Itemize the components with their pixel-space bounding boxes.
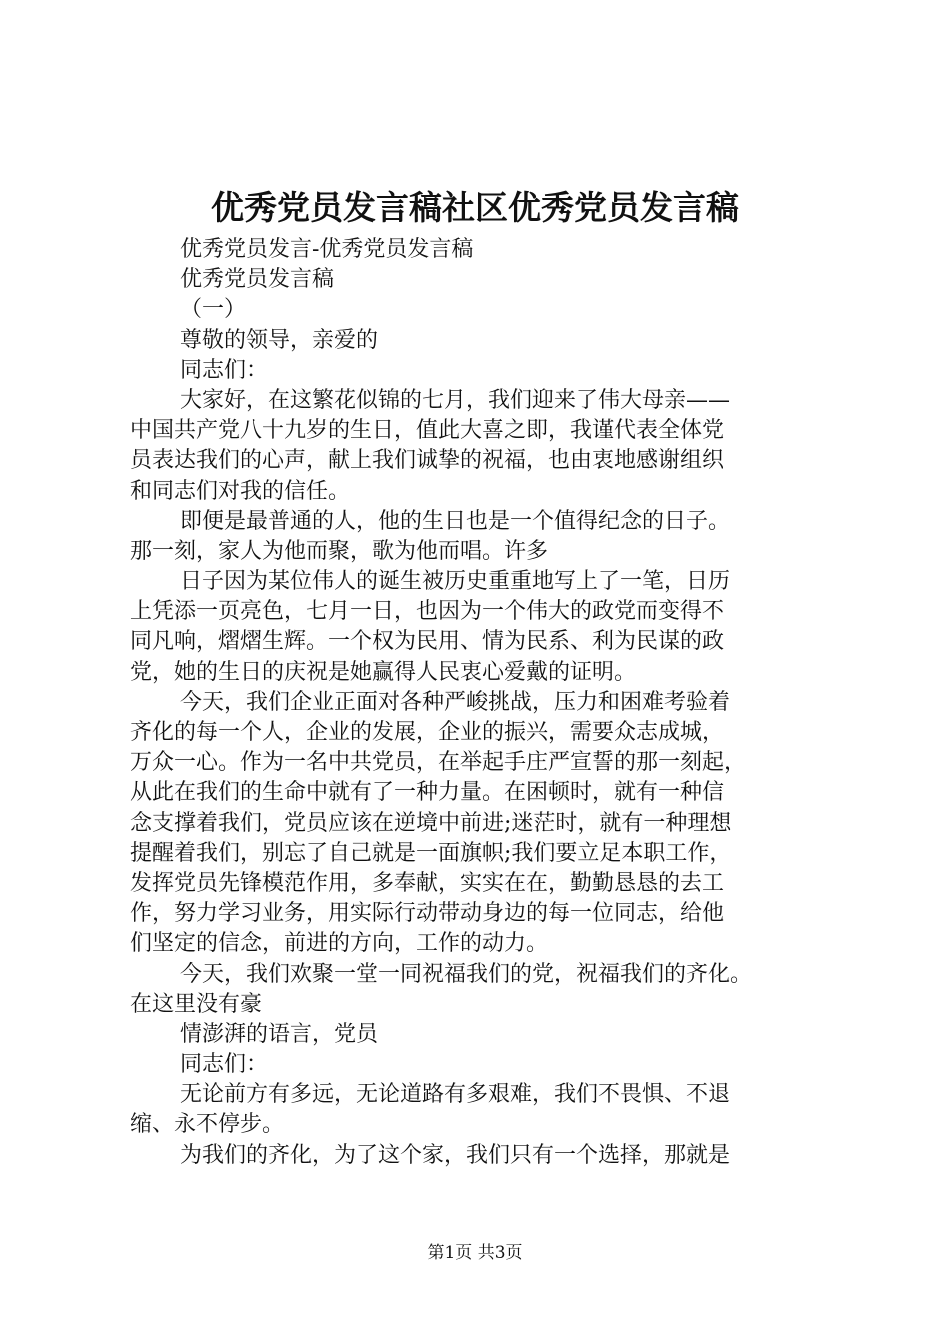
text-line: （一） bbox=[180, 297, 247, 323]
page-footer: 第1页 共3页 bbox=[427, 1243, 523, 1263]
text-line: 发挥党员先锋模范作用，多奉献，实实在在，勤勤恳恳的去工 bbox=[130, 870, 725, 896]
text-line: 情澎湃的语言，党员 bbox=[180, 1021, 379, 1047]
text-line: 同志们： bbox=[180, 1052, 269, 1078]
text-line: 员表达我们的心声，献上我们诚挚的祝福，也由衷地感谢组织 bbox=[130, 448, 725, 474]
text-line: 优秀党员发言-优秀党员发言稿 bbox=[180, 237, 474, 262]
text-line: 同志们： bbox=[180, 357, 269, 383]
text-line: 大家好，在这繁花似锦的七月，我们迎来了伟大母亲—— bbox=[180, 387, 731, 413]
text-line: 为我们的齐化，为了这个家，我们只有一个选择，那就是 bbox=[180, 1142, 731, 1168]
text-line: 和同志们对我的信任。 bbox=[130, 478, 351, 504]
text-line: 提醒着我们，别忘了自己就是一面旗帜;我们要立足本职工作， bbox=[130, 840, 732, 866]
text-line: 日子因为某位伟人的诞生被历史重重地写上了一笔，日历 bbox=[180, 569, 731, 595]
document-title: 优秀党员发言稿社区优秀党员发言稿 bbox=[211, 188, 739, 227]
document-body bbox=[130, 235, 835, 1171]
text-line: 同凡响，熠熠生辉。一个权为民用、情为民系、利为民谋的政 bbox=[130, 629, 725, 655]
text-line: 们坚定的信念，前进的方向，工作的动力。 bbox=[130, 931, 549, 957]
text-line: 即便是最普通的人，他的生日也是一个值得纪念的日子。 bbox=[180, 508, 731, 534]
text-line: 党，她的生日的庆祝是她赢得人民衷心爱戴的证明。 bbox=[130, 659, 637, 685]
text-line: 齐化的每一个人，企业的发展，企业的振兴，需要众志成城， bbox=[130, 720, 725, 745]
text-line: 今天，我们企业正面对各种严峻挑战，压力和困难考验着 bbox=[180, 689, 731, 715]
text-line: 念支撑着我们，党员应该在逆境中前进;迷茫时，就有一种理想 bbox=[130, 810, 732, 836]
text-line: 作，努力学习业务，用实际行动带动身边的每一位同志，给他 bbox=[130, 901, 725, 927]
text-line: 尊敬的领导，亲爱的 bbox=[180, 327, 379, 353]
text-line: 今天，我们欢聚一堂一同祝福我们的党，祝福我们的齐化。 bbox=[180, 961, 753, 987]
text-line: 中国共产党八十九岁的生日，值此大喜之即，我谨代表全体党 bbox=[130, 418, 725, 444]
text-line: 那一刻，家人为他而聚，歌为他而唱。许多 bbox=[130, 538, 549, 564]
text-line: 无论前方有多远，无论道路有多艰难，我们不畏惧、不退 bbox=[180, 1082, 731, 1108]
text-line: 缩、永不停步。 bbox=[130, 1112, 285, 1138]
text-line: 上凭添一页亮色，七月一日，也因为一个伟大的政党而变得不 bbox=[130, 599, 725, 625]
text-line: 从此在我们的生命中就有了一种力量。在困顿时，就有一种信 bbox=[130, 780, 725, 806]
text-line: 在这里没有豪 bbox=[130, 991, 263, 1017]
text-line: 万众一心。作为一名中共党员，在举起手庄严宣誓的那一刻起， bbox=[130, 750, 747, 776]
text-line: 优秀党员发言稿 bbox=[180, 267, 335, 293]
